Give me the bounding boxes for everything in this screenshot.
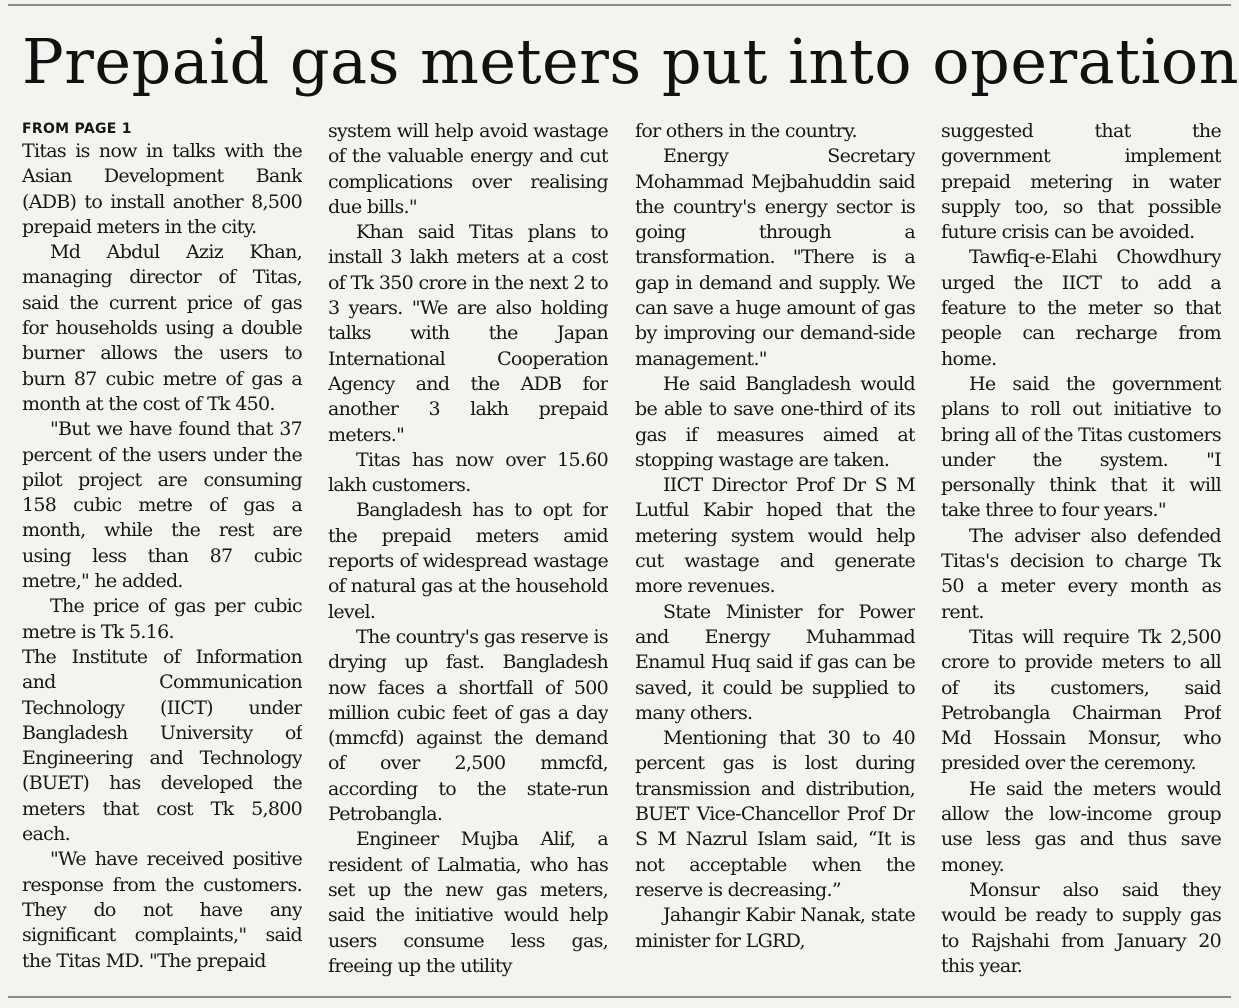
top-rule bbox=[8, 4, 1231, 6]
article-column-1 bbox=[22, 119, 302, 984]
paragraph: The country's gas reserve is drying up fast. Bangladesh now faces a shortfall of 500 million cubic feet of gas a day (mmcfd) against the demand of over 2,500 mmcfd, according to the state-run Petrobangla. bbox=[328, 625, 608, 826]
paragraph: Bangladesh has to opt for the prepaid meters amid reports of widespread wastage of natural gas at the household level. bbox=[328, 499, 608, 623]
article-column-2 bbox=[328, 119, 608, 984]
bottom-rule bbox=[8, 996, 1231, 998]
paragraph: He said the government plans to roll out initiative to bring all of the Titas customers under the system. "I personally think that it will take three to four years." bbox=[941, 372, 1221, 522]
paragraph: Khan said Titas plans to install 3 lakh meters at a cost of Tk 350 crore in the next 2 to 3 years. "We are also holding talks with the Japan International Cooperation Agency and the ADB for another 3 lakh prepaid meters." bbox=[328, 221, 608, 446]
paragraph: Md Abdul Aziz Khan, managing director of Titas, said the current price of gas for households using a double burner allows the users to burn 87 cubic metre of gas a month at the cost of Tk 450. bbox=[22, 241, 302, 415]
paragraph: Mentioning that 30 to 40 percent gas is lost during transmission and distribution, BUET Vice-Chancellor Prof Dr S M Nazrul Islam said, “It is not acceptable when the reserve is decreasing.” bbox=[635, 727, 915, 901]
paragraph: The price of gas per cubic metre is Tk 5.16. bbox=[22, 595, 302, 643]
paragraph: Tawfiq-e-Elahi Chowdhury urged the IICT to add a feature to the meter so that people can recharge from home. bbox=[941, 246, 1221, 370]
paragraph: Titas has now over 15.60 lakh customers. bbox=[328, 448, 608, 497]
paragraph: "We have received positive response from the customers. They do not have any significant complaints," said the Titas MD. "The prepaid bbox=[22, 848, 302, 972]
paragraph: "But we have found that 37 percent of the users under the pilot project are consuming 158 cubic metre of gas a month, while the rest are using less than 87 cubic metre," he added. bbox=[22, 418, 302, 593]
paragraph: The adviser also defended Titas's decision to charge Tk 50 a meter every month as rent. bbox=[941, 524, 1221, 623]
paragraph: Monsur also said they would be ready to supply gas to Rajshahi from January 20 this year. bbox=[941, 878, 1221, 977]
paragraph: Titas is now in talks with the Asian Development Bank (ADB) to install another 8,500 prepaid meters in the city. bbox=[22, 140, 302, 238]
article-column-4 bbox=[941, 119, 1221, 984]
paragraph: He said Bangladesh would be able to save one-third of its gas if measures aimed at stopping wastage are taken. bbox=[635, 372, 915, 471]
paragraph: Jahangir Kabir Nanak, state minister for LGRD, bbox=[635, 904, 915, 952]
paragraph: IICT Director Prof Dr S M Lutful Kabir hoped that the metering system would help cut wastage and generate more revenues. bbox=[635, 474, 915, 598]
article-column-3 bbox=[635, 119, 915, 984]
paragraph: He said the meters would allow the low-income group use less gas and thus save money. bbox=[941, 777, 1221, 876]
headline: Prepaid gas meters put into operation bbox=[22, 25, 1239, 98]
paragraph: suggested that the government implement prepaid metering in water supply too, so that possible future crisis can be avoided. bbox=[941, 120, 1221, 244]
kicker-from-page-1: FROM PAGE 1 bbox=[22, 121, 132, 137]
paragraph: State Minister for Power and Energy Muhammad Enamul Huq said if gas can be saved, it could be supplied to many others. bbox=[635, 600, 915, 724]
paragraph: Titas will require Tk 2,500 crore to provide meters to all of its customers, said Petrobangla Chairman Prof Md Hossain Monsur, who presided over the ceremony. bbox=[941, 625, 1221, 775]
paragraph: system will help avoid wastage of the valuable energy and cut complications over realising due bills." bbox=[328, 120, 608, 218]
paragraph: Engineer Mujba Alif, a resident of Lalmatia, who has set up the new gas meters, said the initiative would help users consume less gas, freeing up the utility bbox=[328, 828, 608, 977]
paragraph: Energy Secretary Mohammad Mejbahuddin said the country's energy sector is going through a transformation. "There is a gap in demand and supply. We can save a huge amount of gas by improving our demand-side management." bbox=[635, 145, 915, 370]
paragraph: The Institute of Information and Communication Technology (IICT) under Bangladesh University of Engineering and Technology (BUET) has developed the meters that cost Tk 5,800 each. bbox=[22, 645, 302, 846]
paragraph: for others in the country. bbox=[635, 120, 857, 142]
